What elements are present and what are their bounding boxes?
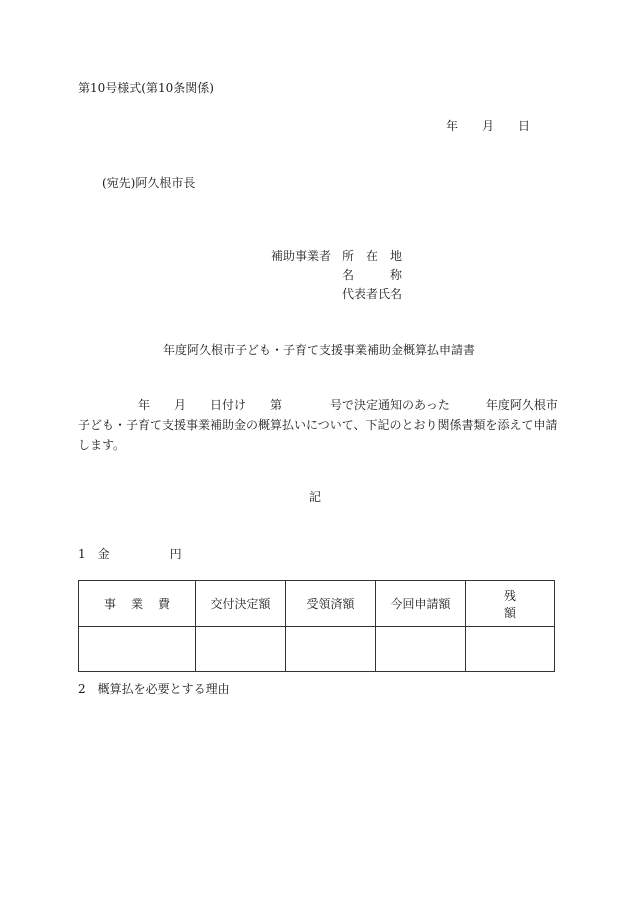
- form-number: 第10号様式(第10条関係): [78, 81, 214, 95]
- cell-juryozumi: [286, 627, 376, 672]
- header-kofu-kettei-text: 交付決定額: [210, 597, 271, 611]
- body-line-1: 年 月 日付け 第 号で決定通知のあった 年度阿久根市: [78, 398, 558, 412]
- applicant-name-label: 名 称: [342, 268, 403, 282]
- body-line-3: します。: [78, 438, 126, 452]
- cell-zangaku: [466, 627, 555, 672]
- header-jigyohi-text: 事業費: [103, 597, 185, 611]
- header-juryozumi: [286, 581, 376, 627]
- header-zangaku: [466, 581, 555, 627]
- header-konkai-shinsei-text: 今回申請額: [390, 597, 451, 611]
- cell-jigyohi: [79, 627, 196, 672]
- header-jigyohi: [79, 581, 196, 627]
- date-line: 年 月 日: [446, 119, 531, 133]
- cell-konkai-shinsei: [376, 627, 466, 672]
- applicant-address-label: 所 在 地: [342, 249, 403, 263]
- applicant-role-label: 補助事業者: [271, 249, 332, 263]
- amount-table: [78, 580, 555, 672]
- ki-heading: 記: [309, 490, 322, 504]
- item-1-amount: 1 金 円: [78, 547, 182, 561]
- addressee: (宛先)阿久根市長: [102, 176, 196, 190]
- table-header-row: [79, 581, 555, 627]
- body-line-2: 子ども・子育て支援事業補助金の概算払いについて、下記のとおり関係書類を添えて申請: [78, 418, 558, 432]
- header-zangaku-text: 残額: [503, 588, 548, 620]
- table-row: [79, 627, 555, 672]
- applicant-representative-label: 代表者氏名: [342, 287, 403, 301]
- item-2-reason: 2 概算払を必要とする理由: [78, 682, 230, 696]
- header-juryozumi-text: 受領済額: [306, 597, 355, 611]
- header-konkai-shinsei: [376, 581, 466, 627]
- document-title: 年度阿久根市子ども・子育て支援事業補助金概算払申請書: [163, 343, 476, 357]
- header-kofu-kettei: [196, 581, 286, 627]
- cell-kofu-kettei: [196, 627, 286, 672]
